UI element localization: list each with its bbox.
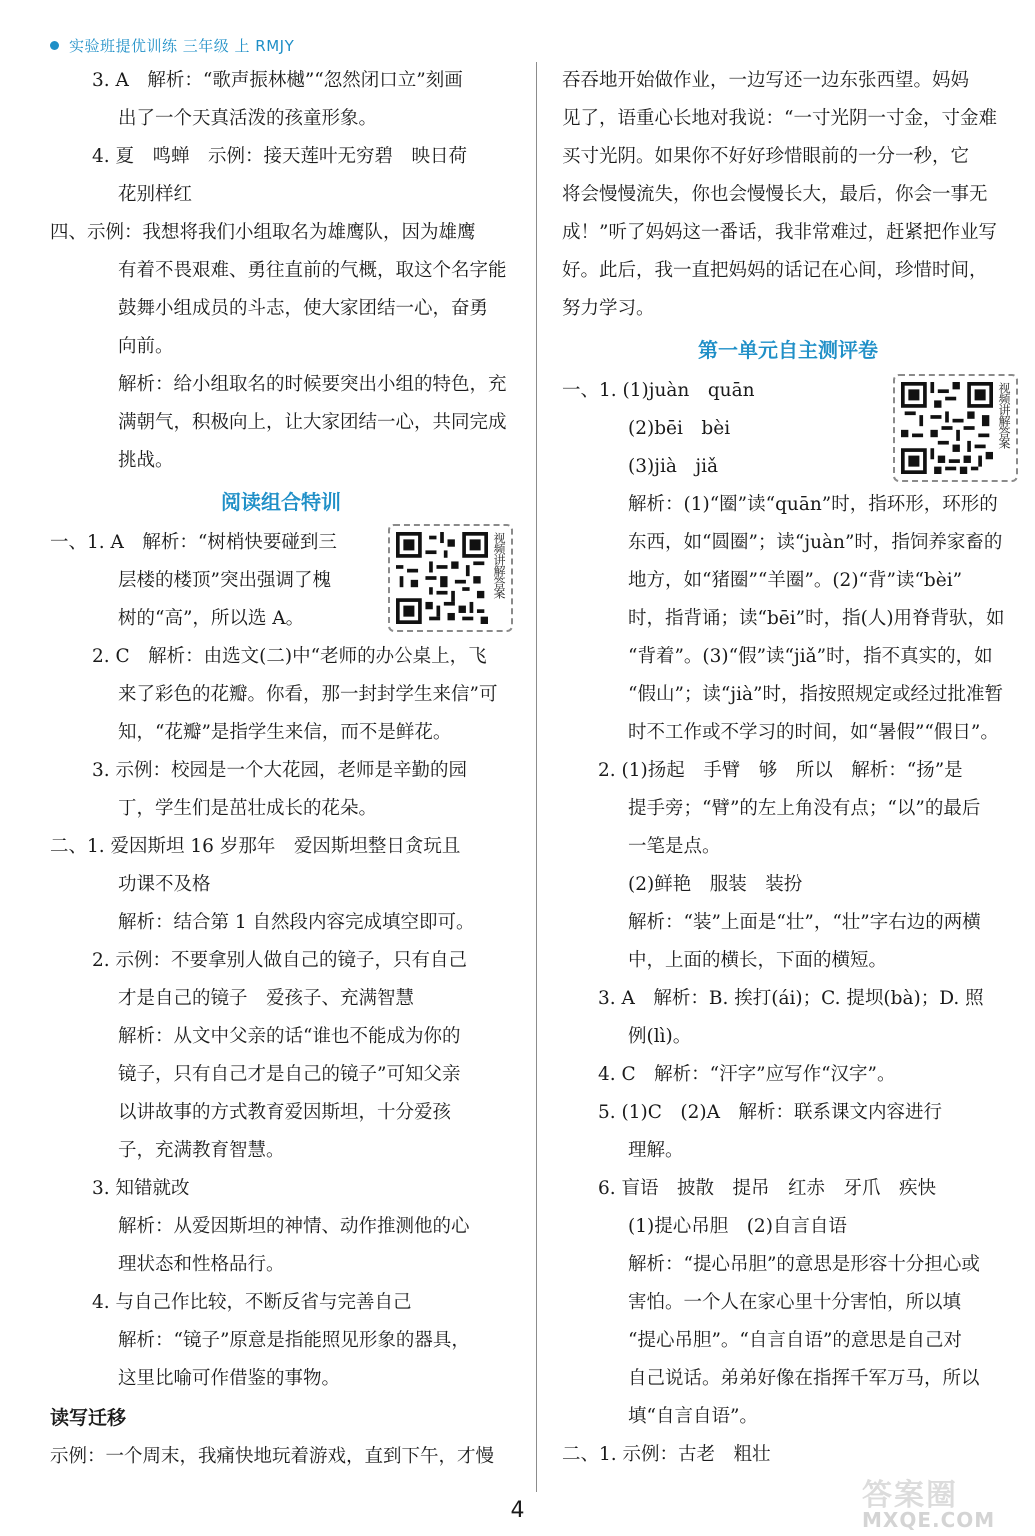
text-line: 时，指背诵；读“bēi”时，指(人)用脊背驮，如 xyxy=(628,608,1005,629)
text-line: 5. (1)C (2)A 解析：联系课文内容进行 xyxy=(598,1102,942,1123)
text-line: 6. 盲语 披散 提吊 红赤 牙爪 疾快 xyxy=(598,1178,937,1199)
text-line: 3. 示例：校园是一个大花园，老师是辛勤的园 xyxy=(92,760,468,781)
text-line: 满朝气，积极向上，让大家团结一心，共同完成 xyxy=(118,412,507,433)
text-line: 理解。 xyxy=(628,1140,684,1161)
subsection-title: 读写迁移 xyxy=(50,1407,127,1429)
text-line: 来了彩色的花瓣。你看，那一封封学生来信”可 xyxy=(118,684,498,705)
column-divider xyxy=(536,62,537,1492)
text-line: 理状态和性格品行。 xyxy=(118,1254,285,1275)
text-line: 一笔是点。 xyxy=(628,836,721,857)
text-line: 示例：一个周末，我痛快地玩着游戏，直到下午，才慢 xyxy=(50,1446,495,1467)
qr-code-box[interactable] xyxy=(893,374,1018,482)
text-line: 3. A 解析：“歌声振林樾”“忽然闭口立”刻画 xyxy=(92,70,463,91)
text-line: 知，“花瓣”是指学生来信，而不是鲜花。 xyxy=(118,722,452,743)
text-line: 镜子，只有自己才是自己的镜子”可知父亲 xyxy=(118,1064,461,1085)
text-line: 出了一个天真活泼的孩童形象。 xyxy=(118,108,378,129)
qr-label: 视频讲解答案 xyxy=(492,532,506,598)
text-line: 提手旁；“臂”的左上角没有点；“以”的最后 xyxy=(628,798,981,819)
text-line: 花别样红 xyxy=(118,184,193,205)
text-line: 成！”听了妈妈这一番话，我非常难过，赶紧把作业写 xyxy=(562,222,997,243)
text-line: 地方，如“猪圈”“羊圈”。(2)“背”读“bèi” xyxy=(628,570,963,591)
text-line: 以讲故事的方式教育爱因斯坦，十分爱孩 xyxy=(118,1102,452,1123)
text-line: 功课不及格 xyxy=(118,874,211,895)
text-line: 努力学习。 xyxy=(562,298,655,319)
text-line: 一、1. A 解析：“树梢快要碰到三 xyxy=(50,532,337,553)
text-line: 这里比喻可作借鉴的事物。 xyxy=(118,1368,341,1389)
text-line: 2. C 解析：由选文(二)中“老师的办公桌上，飞 xyxy=(92,646,487,667)
text-line: 解析：从文中父亲的话“谁也不能成为你的 xyxy=(118,1026,461,1047)
text-line: 挑战。 xyxy=(118,450,174,471)
text-line: 向前。 xyxy=(118,336,174,357)
text-line: (2)bēi bèi xyxy=(628,418,731,439)
text-line: (2)鲜艳 服装 装扮 xyxy=(628,874,803,895)
text-line: 3. A 解析：B. 挨打(ái)；C. 提坝(bà)；D. 照 xyxy=(598,988,984,1009)
watermark-url: MXQE.COM xyxy=(862,1508,996,1532)
qr-label: 视频讲解答案 xyxy=(997,382,1011,448)
text-line: “背着”。(3)“假”读“jiǎ”时，指不真实的，如 xyxy=(628,646,993,667)
text-line: 树的“高”，所以选 A。 xyxy=(118,608,305,629)
qr-code-icon xyxy=(901,382,993,474)
text-line: (3)jià jiǎ xyxy=(628,456,719,477)
text-line: 时不工作或不学习的时间，如“暑假”“假日”。 xyxy=(628,722,999,743)
page-number: 4 xyxy=(510,1498,525,1523)
text-line: 一、1. (1)juàn quān xyxy=(562,380,755,401)
text-line: 东西，如“圆圈”；读“juàn”时，指饲养家畜的 xyxy=(628,532,1003,553)
text-line: 填“自言自语”。 xyxy=(628,1406,758,1427)
text-line: 中，上面的横长，下面的横短。 xyxy=(628,950,888,971)
section-title: 阅读组合特训 xyxy=(221,490,341,514)
text-line: 层楼的楼顶”突出强调了槐 xyxy=(118,570,331,591)
left-column xyxy=(50,62,512,1476)
page-header xyxy=(50,32,294,58)
text-line: 4. C 解析：“汗字”应写作“汉字”。 xyxy=(598,1064,896,1085)
text-line: 解析：结合第 1 自然段内容完成填空即可。 xyxy=(118,912,475,933)
text-line: 丁，学生们是茁壮成长的花朵。 xyxy=(118,798,378,819)
text-line: 买寸光阴。如果你不好好珍惜眼前的一分一秒，它 xyxy=(562,146,970,167)
text-line: 例(lì)。 xyxy=(628,1026,692,1047)
text-line: 二、1. 示例：古老 粗壮 xyxy=(562,1444,771,1465)
text-line: 解析：“镜子”原意是指能照见形象的器具， xyxy=(118,1330,470,1351)
text-line: 解析：“装”上面是“壮”，“壮”字右边的两横 xyxy=(628,912,981,933)
qr-code-box[interactable] xyxy=(388,524,513,632)
text-line: 才是自己的镜子 爱孩子、充满智慧 xyxy=(118,988,415,1009)
text-line: 自己说话。弟弟好像在指挥千军万马，所以 xyxy=(628,1368,980,1389)
watermark-logo xyxy=(862,1470,1022,1530)
text-line: 二、1. 爱因斯坦 16 岁那年 爱因斯坦整日贪玩且 xyxy=(50,836,461,857)
text-line: 鼓舞小组成员的斗志，使大家团结一心，奋勇 xyxy=(118,298,489,319)
text-line: 有着不畏艰难、勇往直前的气概，取这个名字能 xyxy=(118,260,507,281)
text-line: 2. (1)扬起 手臂 够 所以 解析：“扬”是 xyxy=(598,760,963,781)
header-dot-icon xyxy=(50,41,59,50)
text-line: 2. 示例：不要拿别人做自己的镜子，只有自己 xyxy=(92,950,468,971)
text-line: 解析：给小组取名的时候要突出小组的特色，充 xyxy=(118,374,507,395)
text-line: 4. 夏 鸣蝉 示例：接天莲叶无穷碧 映日荷 xyxy=(92,146,468,167)
text-line: 四、示例：我想将我们小组取名为雄鹰队，因为雄鹰 xyxy=(50,222,476,243)
text-line: “假山”；读“jià”时，指按照规定或经过批准暂 xyxy=(628,684,1004,705)
text-line: 害怕。一个人在家心里十分害怕，所以填 xyxy=(628,1292,962,1313)
qr-code-icon xyxy=(396,532,488,624)
text-line: “提心吊胆”。“自言自语”的意思是自己对 xyxy=(628,1330,962,1351)
text-line: 4. 与自己作比较，不断反省与完善自己 xyxy=(92,1292,412,1313)
text-line: 解析：“提心吊胆”的意思是形容十分担心或 xyxy=(628,1254,980,1275)
text-line: 解析：从爱因斯坦的神情、动作推测他的心 xyxy=(118,1216,470,1237)
text-line: 见了，语重心长地对我说：“一寸光阴一寸金，寸金难 xyxy=(562,108,997,129)
text-line: 将会慢慢流失，你也会慢慢长大，最后，你会一事无 xyxy=(562,184,988,205)
text-line: (1)提心吊胆 (2)自言自语 xyxy=(628,1216,847,1237)
right-column xyxy=(562,62,1014,1474)
watermark-text: 答案圈 xyxy=(862,1478,958,1513)
text-line: 吞吞地开始做作业，一边写还一边东张西望。妈妈 xyxy=(562,70,970,91)
text-line: 好。此后，我一直把妈妈的话记在心间，珍惜时间， xyxy=(562,260,988,281)
text-line: 3. 知错就改 xyxy=(92,1178,190,1199)
section-title: 第一单元自主测评卷 xyxy=(698,338,878,362)
header-title: 实验班提优训练 三年级 上 RMJY xyxy=(69,36,295,55)
text-line: 解析：(1)“圈”读“quān”时，指环形，环形的 xyxy=(628,494,998,515)
text-line: 子，充满教育智慧。 xyxy=(118,1140,285,1161)
